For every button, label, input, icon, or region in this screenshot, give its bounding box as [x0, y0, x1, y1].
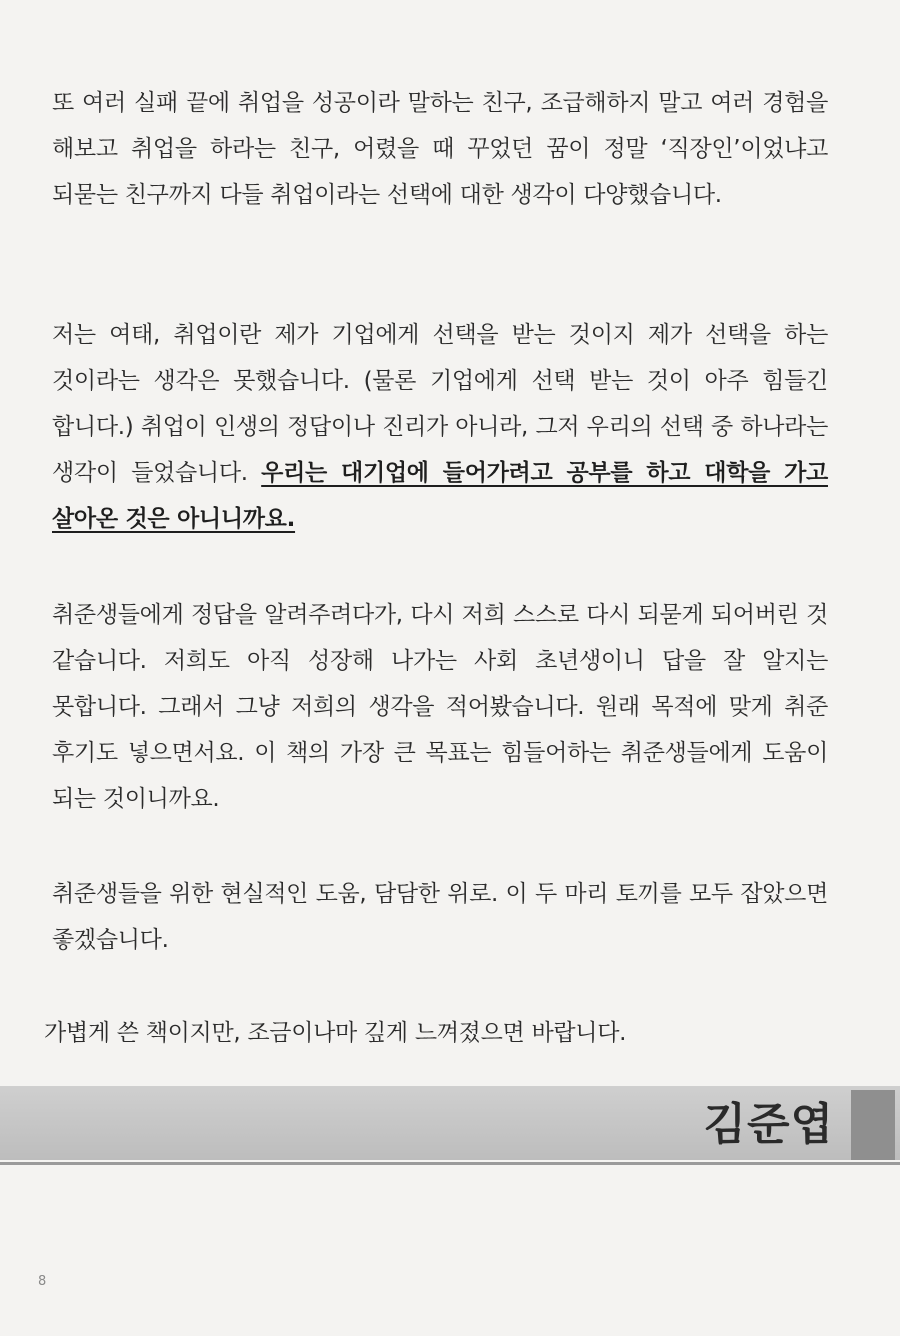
paragraph-book-purpose: 취준생들에게 정답을 알려주려다가, 다시 저희 스스로 다시 되묻게 되어버린 것 같습니다. 저희도 아직 성장해 나가는 사회 초년생이니 답을 잘 알지는 못합니다. 그래서 그냥 저희의 생각을 적어봤습니다. 원래 목적에 맞게 취준 후기도 넣으면서요. 이 책의 가장 큰 목표는 힘들어하는 취준생들에게 도움이 되는 것이니까요.	[52, 602, 828, 812]
author-name: 김준엽	[703, 1099, 834, 1150]
author-banner-underline	[0, 1162, 900, 1165]
paragraph-employment-choice-text: 저는 여태, 취업이란 제가 기업에게 선택을 받는 것이지 제가 선택을 하는 것이라는 생각은 못했습니다. (물론 기업에게 선택 받는 것이 아주 힘들긴 합니다.) 취업이 인생의 정답이나 진리가 아니라, 그저 우리의 선택 중 하나라는 생각이 들었습니다.	[52, 322, 828, 486]
paragraph-employment-choice	[44, 312, 828, 542]
paragraph-two-rabbits: 취준생들을 위한 현실적인 도움, 담담한 위로. 이 두 마리 토끼를 모두 잡았으면 좋겠습니다.	[52, 881, 828, 953]
paragraph-friends-opinions: 또 여러 실패 끝에 취업을 성공이라 말하는 친구, 조급해하지 말고 여러 경험을 해보고 취업을 하라는 친구, 어렸을 때 꾸었던 꿈이 정말 ‘직장인’이었냐고 되묻는 친구까지 다들 취업이라는 선택에 대한 생각이 다양했습니다.	[52, 90, 828, 208]
page-number: 8	[38, 1274, 47, 1289]
author-banner-tab	[851, 1090, 895, 1160]
paragraph-closing-wish: 가볍게 쓴 책이지만, 조금이나마 깊게 느껴졌으면 바랍니다.	[44, 1020, 627, 1046]
emphasized-underlined-sentence: 우리는 대기업에 들어가려고 공부를 하고 대학을 가고 살아온 것은 아니니까요.	[52, 460, 828, 532]
